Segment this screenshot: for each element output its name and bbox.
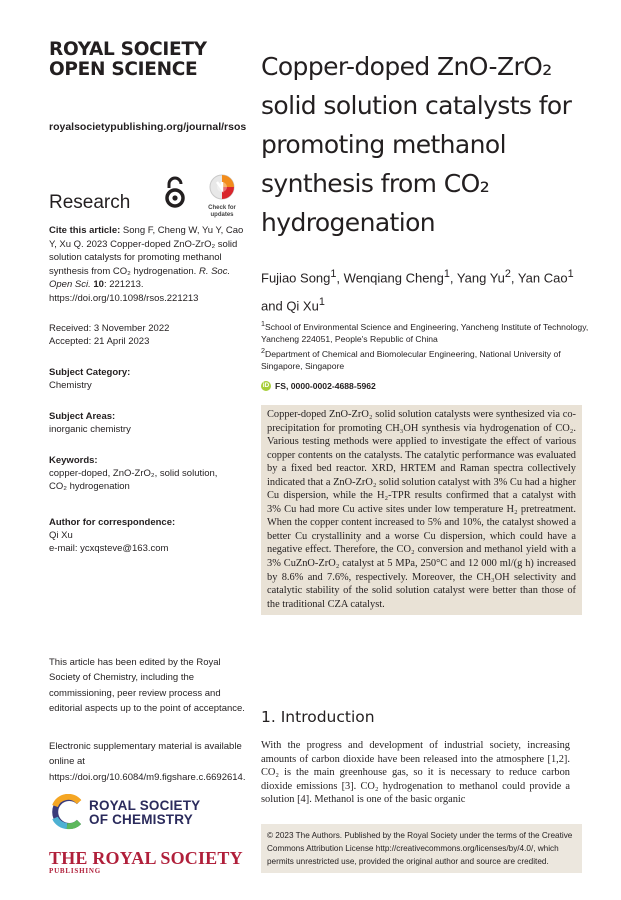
author-affiliation-mark: 1 [567,268,574,280]
check-for-updates-line2: updates [210,211,234,218]
publisher-logo: THE ROYAL SOCIETY [49,848,243,868]
subject-areas [49,410,245,436]
journal-name-line2: OPEN SCIENCE [49,59,198,80]
rsc-logo-icon [49,794,85,835]
article-type: Research [49,192,131,213]
orcid-icon: iD [262,382,270,389]
cite-volume: 10 [90,279,104,291]
cite-text: Song F, Cheng W, Yu Y, Cao Y, Xu Q. 2023 Copper-doped ZnO-ZrO₂ solid solution catalysts for promoting methanol synthesis from CO₂ hydrogenation. [49,225,244,277]
subject-areas-label: Subject Areas: [49,411,116,422]
rsc-line1: ROYAL SOCIETY [89,798,201,813]
cite-label: Cite this article: [49,225,121,236]
affiliation-2: $^2$Department of Chemical and Biomolecular Engineering, National University of Singapore, Singapore [261,347,561,372]
accepted-date: Accepted: 21 April 2023 [49,336,150,348]
publisher-logo-sub: PUBLISHING [49,867,101,875]
affiliations [261,318,591,373]
author-affiliation-mark: 2 [504,268,511,280]
cite-doi-link[interactable]: https://doi.org/10.1098/rsos.221213 [49,292,199,304]
author-name: Fujiao Song [261,270,331,286]
rsc-line2: OF CHEMISTRY [89,812,193,827]
journal-name [49,40,207,80]
affiliation-1: $^1$School of Environmental Science and Engineering, Yancheng Institute of Technology, Yancheng 224051, People's Republic of China [261,320,589,345]
journal-url[interactable]: royalsocietypublishing.org/journal/rsos [49,121,247,133]
esm-note: Electronic supplementary material is available online at https://doi.org/10.6084/m9.figshare.c.6692614. [49,741,246,783]
title-line5: hydrogenation [261,208,436,237]
subject-category-label: Subject Category: [49,367,131,378]
subject-category [49,366,245,392]
keywords-line2: CO₂ hydrogenation [49,481,130,493]
citation-block [49,224,245,306]
cite-pages: : 221213. [103,279,144,291]
title-line1: Copper-doped ZnO-ZrO₂ [261,52,552,81]
keywords-line1: copper-doped, ZnO-ZrO₂, solid solution, [49,468,218,480]
keywords-label: Keywords: [49,455,98,466]
title-line3: promoting methanol [261,130,506,159]
check-for-updates-badge[interactable] [202,174,242,218]
orcid-entry[interactable] [261,381,376,391]
open-access-icon [164,175,186,214]
rsc-logo-text [89,799,200,827]
section-heading: 1. Introduction [261,708,375,726]
correspondence-name: Qi Xu [49,530,73,542]
article-title [261,47,591,242]
title-line2: solid solution catalysts for [261,91,572,120]
correspondence [49,516,245,556]
orcid-text: FS, 0000-0002-4688-5962 [275,381,376,391]
edit-note: This article has been edited by the Royal Society of Chemistry, including the commissioning, peer review process and editorial aspects up to the point of acceptance. [49,657,245,714]
journal-name-line1: ROYAL SOCIETY [49,39,207,60]
title-line4: synthesis from CO₂ [261,169,490,198]
abstract: Copper-doped ZnO-ZrO₂ solid solution catalysts were synthesized via co-precipitation for promoting CH₃OH synthesis via hydrogenation of CO₂. Various testing methods were applied to investigate the effect of various copper contents on the catalysts. The catalytic performance was evaluated by a fixed bed reactor. XRD, HRTEM and Raman spectra collectively indicated that a ZnO-ZrO₂ solid solution catalyst with 3% Cu had a higher Cu dispersion, while the H₂-TPR results confirmed that a catalyst with 3% Cu had more Cu active sites under low temperature H₂ pretreatment. When the copper content increased to 5% and 10%, the catalyst showed a better Cu crystallinity and a worse Cu dispersion, which could have a negative effect. Therefore, the CO₂ conversion and methanol yield with a 3% CuZnO-ZrO₂ catalyst at 5 MPa, 250°C and 12 000 ml/(g h) increased by 8.6% and 7.6%, respectively. Moreover, the CH₃OH selectivity and catalytic stability of the solid solution catalyst were better than those of the traditional CZA catalyst. [261,405,582,615]
intro-paragraph: With the progress and development of industrial society, increasing amounts of carbon dioxide have been released into the atmosphere [1,2]. CO₂ is the main greenhouse gas, so it is necessary to reduce carbon dioxide emissions [3]. CO₂ hydrogenation to methanol could provide a solution [4]. Methanol is one of the basic organic [261,740,570,805]
received-date: Received: 3 November 2022 [49,323,170,334]
cite-journal: R. Soc. Open Sci. [49,265,231,291]
correspondence-email[interactable]: e-mail: ycxqsteve@163.com [49,543,169,555]
author-affiliation-mark: 1 [443,268,450,280]
correspondence-label: Author for correspondence: [49,517,176,528]
author-name: Yang Yu [456,270,505,286]
subject-areas-value: inorganic chemistry [49,424,131,436]
author-list: Fujiao Song$^1$, Wenqiang Cheng$^1$, Yang Yu$^2$, Yan Cao$^1$ and Qi Xu$^1$ [261,268,574,314]
author-name: Yan Cao [517,270,568,286]
check-for-updates-line1: Check for [208,205,236,211]
dates-block [49,322,245,348]
author-name: Wenqiang Cheng [343,270,444,286]
author-name: Qi Xu [286,298,319,314]
check-for-updates-icon [209,174,235,200]
license-box: © 2023 The Authors. Published by the Royal Society under the terms of the Creative Commons Attribution License http://creativecommons.org/licenses/by/4.0/, which permits unrestricted use, provided the original author and source are credited. [261,824,582,873]
subject-category-value: Chemistry [49,380,92,392]
author-affiliation-mark: 1 [318,296,325,309]
author-affiliation-mark: 1 [330,268,337,280]
keywords [49,454,245,494]
